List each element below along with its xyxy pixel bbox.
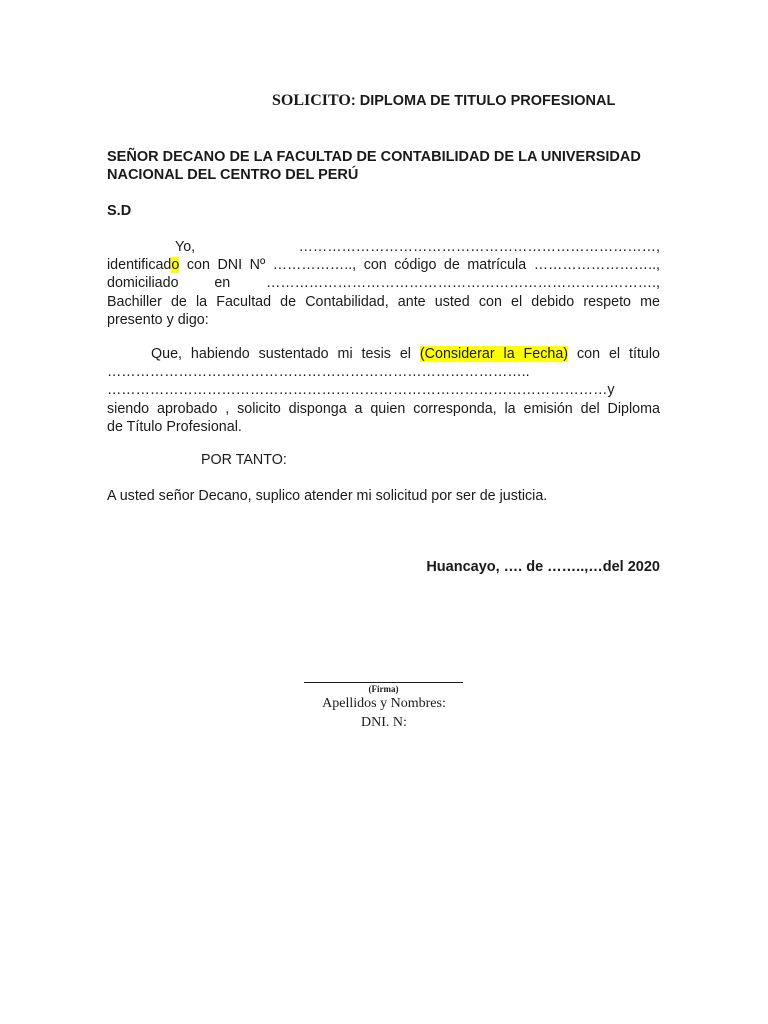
- signature-firma-label: (Firma): [368, 684, 399, 694]
- p1-dni-label: con DNI Nº: [186, 257, 266, 274]
- p1-line-2: [107, 256, 660, 274]
- date-line: Huancayo, …. de ……..,…del 2020: [426, 559, 660, 575]
- title-rest: : DIPLOMA DE TITULO PROFESIONAL: [350, 93, 616, 109]
- p2-line-1: [107, 345, 660, 363]
- p1-domiciliado: domiciliado: [107, 275, 179, 292]
- signature-line: [304, 682, 463, 683]
- p1-en: en: [214, 275, 231, 292]
- p1-yo: Yo,: [175, 239, 196, 255]
- por-tanto: POR TANTO:: [201, 452, 287, 468]
- signature-names-label: Apellidos y Nombres:: [322, 696, 446, 711]
- closing-statement: A usted señor Decano, suplico atender mi solicitud por ser de justicia.: [107, 488, 548, 504]
- p2-line-3: ……………………………………………………………………………………………y: [107, 382, 615, 399]
- p2-line-5: de Título Profesional.: [107, 418, 242, 435]
- p1-address-blank: ……………………………………………………………………….,: [266, 275, 660, 292]
- p1-line-5: presento y digo:: [107, 311, 209, 328]
- p1-matricula-label: con código de matrícula: [363, 257, 527, 274]
- p2-intro: Que, habiendo sustentado mi tesis el: [151, 346, 411, 362]
- p1-dni-blank: ……………..,: [272, 257, 357, 274]
- p1-matricula-blank: ……………………..,: [533, 257, 660, 274]
- salutation: S.D: [107, 203, 132, 219]
- signature-dni-label: DNI. N:: [361, 715, 407, 730]
- p2-line-4: siendo aprobado , solicito disponga a quien corresponda, la emisión del Diploma: [107, 400, 660, 417]
- paragraph-thesis: [107, 345, 660, 436]
- title-lead: SOLICITO: [272, 92, 351, 109]
- addressee: SEÑOR DECANO DE LA FACULTAD DE CONTABILIDAD DE LA UNIVERSIDAD NACIONAL DEL CENTRO DEL PERÚ: [107, 149, 641, 183]
- p2-line-2: ……………………………………………………………………………..: [107, 364, 530, 381]
- p1-line-3: [107, 274, 660, 292]
- p1-name-blank: …………………………………………………………………,: [298, 239, 660, 255]
- p1-line-4: Bachiller de la Facultad de Contabilidad, ante usted con el debido respeto me: [107, 293, 660, 310]
- p2-titulo: con el título: [576, 346, 660, 362]
- p1-line-1: [107, 238, 660, 256]
- p1-identificad: identificad: [107, 257, 172, 274]
- document-title: [272, 92, 615, 110]
- p1-highlight-o: o: [171, 257, 180, 274]
- paragraph-identification: [107, 238, 660, 329]
- p2-highlight-date: (Considerar la Fecha): [419, 346, 569, 362]
